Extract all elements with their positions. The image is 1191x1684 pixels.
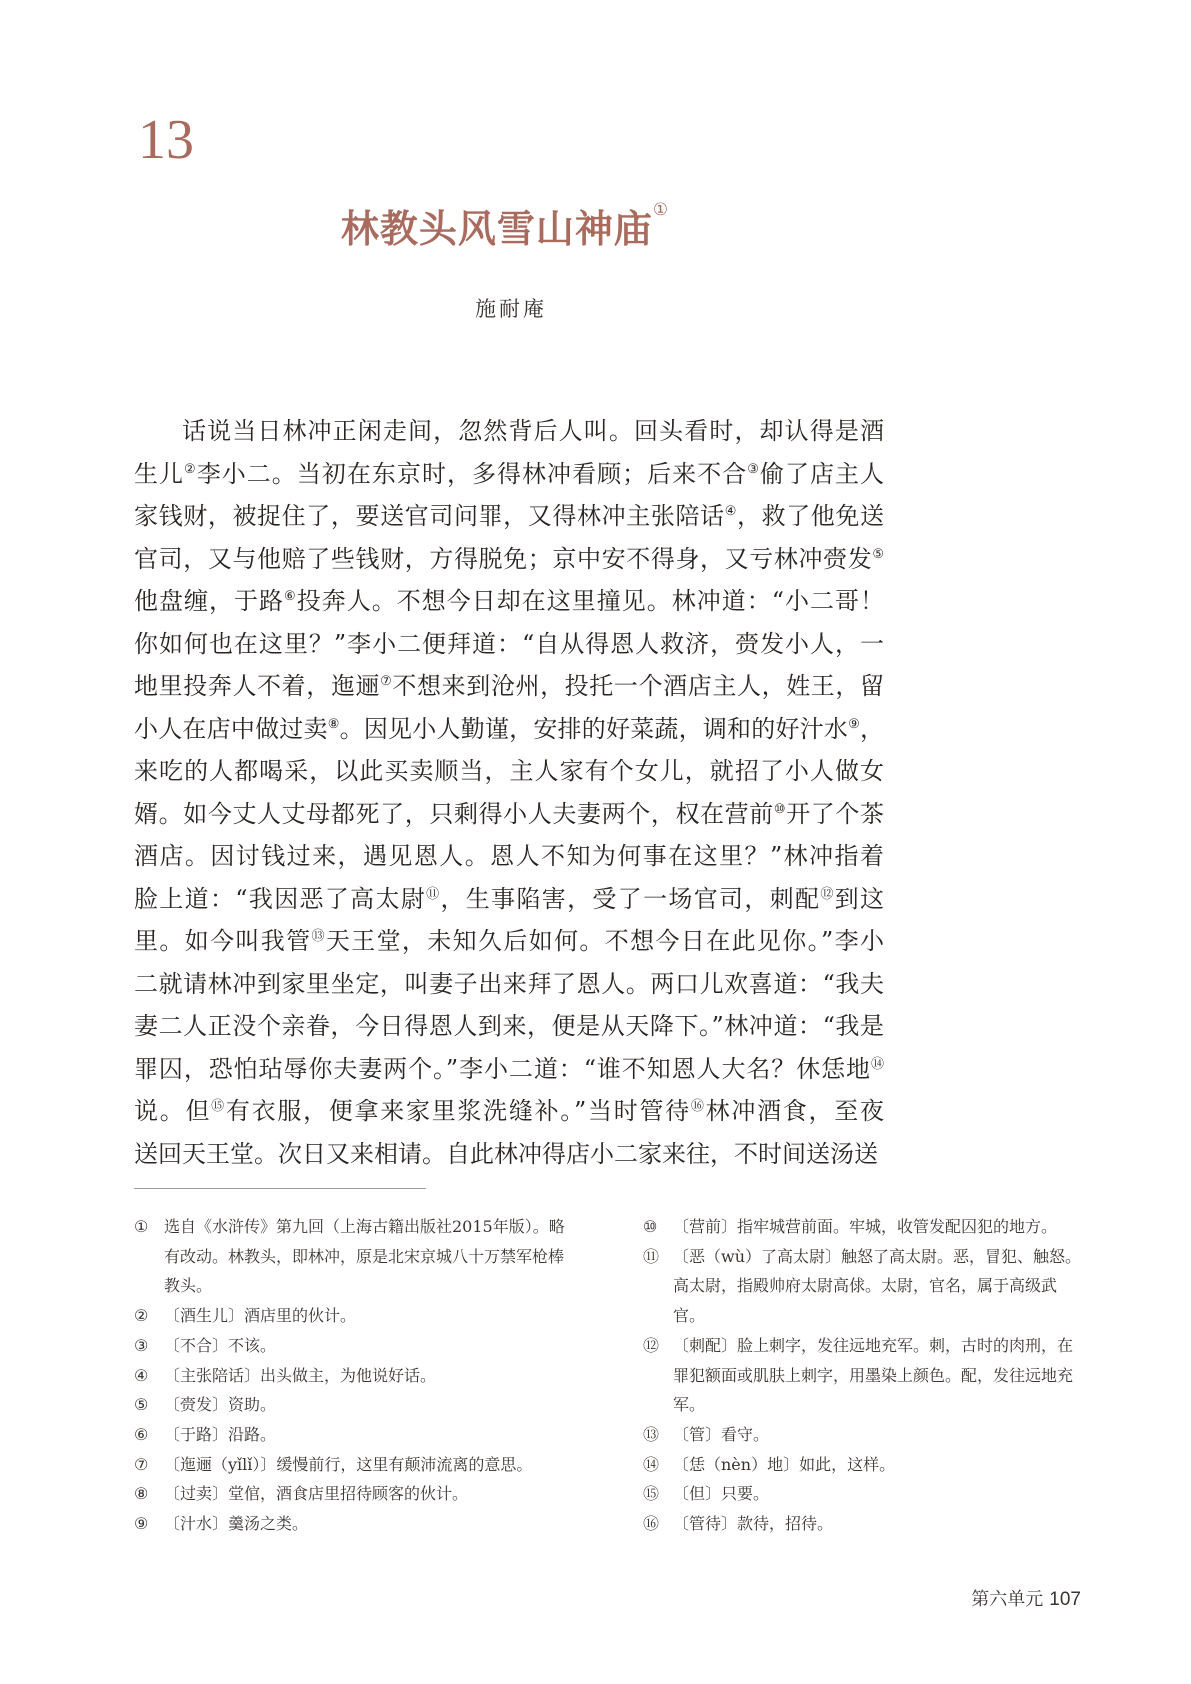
body-text-segment: 林冲酒食，至夜 [705,1097,884,1125]
body-text-segment: 有衣服，便拿来家里浆洗缝补。”当时管待 [225,1097,691,1125]
footnote-text: 〔管待〕款待，招待。 [673,1514,834,1534]
author: 施耐庵 [475,297,547,321]
footnote-item [134,1301,574,1331]
body-text-segment: 里。如今叫我管 [134,927,312,955]
body-line [134,878,884,921]
footnote-text: 〔恁（nèn）地〕如此，这样。 [673,1454,896,1474]
page-title [0,200,1010,252]
body-text-segment: 你如何也在这里？”李小二便拜道：“自从得恩人救济，赍发小人，一 [134,629,884,658]
body-text-segment: 天王堂，未知久后如何。不想今日在此见你。”李小 [325,927,884,955]
body-text-segment: ，生事陷害，受了一场官司，刺配 [440,884,821,913]
body-line [134,750,884,793]
footnote-item [134,1331,574,1361]
footnote-mark: ⑯ [690,1099,706,1114]
lesson-number: 13 [138,109,194,171]
body-text-segment: 话说当日林冲正闲走间，忽然背后人叫。回头看时，却认得是酒 [182,417,884,445]
body-text-segment: 官司，又与他赔了些钱财，方得脱免；京中安不得身，又亏林冲赍发 [134,544,873,573]
title-text: 林教头风雪山神庙 [340,206,653,251]
footnote-divider [134,1188,426,1189]
body-text-segment: 说。但 [134,1097,212,1125]
footnote-number: ③ [134,1335,149,1355]
body-line [134,920,884,963]
footnote-mark: ⑭ [870,1056,884,1072]
body-text-segment: ， [860,714,885,743]
body-line [134,453,884,496]
body-text-segment: 婿。如今丈人丈母都死了，只剩得小人夫妻两个，权在营前 [134,799,774,828]
footnote-mark: ④ [724,504,737,519]
footnote-mark: ③ [747,461,760,477]
footnote-mark: ⑧ [327,716,340,732]
body-line [134,538,884,581]
body-line [134,835,884,878]
footnote-mark: ⑩ [773,801,787,817]
footnote-mark: ⑦ [380,674,393,689]
footnote-number: ⑯ [643,1514,660,1534]
body-text-segment: 小人在店中做过卖 [134,714,328,743]
footnote-text: 〔不合〕不该。 [164,1335,277,1355]
footnote-number: ⑤ [134,1395,149,1415]
footnote-text: 〔主张陪话〕出头做主，为他说好话。 [164,1365,437,1385]
footnote-item [134,1390,574,1420]
body-text-segment: 偷了店主人 [759,459,885,488]
footnote-mark: ⑤ [872,546,884,562]
footnote-mark: ② [184,461,197,477]
footnote-item [643,1450,1083,1480]
body-text-segment: 二就请林冲到家里坐定，叫妻子出来拜了恩人。两口儿欢喜道：“我夫 [134,969,884,998]
body-text-segment: 李小二。当初在东京时，多得林冲看顾；后来不合 [196,459,748,488]
footnote-number: ⑪ [643,1246,660,1266]
body-text-segment: ，救了他免送 [736,502,885,530]
body-line [134,793,884,836]
footnote-item [134,1479,574,1509]
body-text-segment: 地里投奔人不着，迤逦 [134,672,381,700]
body-text-segment: 妻二人正没个亲眷，今日得恩人到来，便是从天降下。”林冲道：“我是 [134,1012,884,1040]
footnote-item [134,1450,574,1480]
footnote-mark: ⑬ [311,929,326,944]
footnotes-left-column [134,1212,574,1539]
footnote-text: 〔刺配〕脸上刺字，发往远地充军。刺，古时的肉刑，在罪犯额面或肌肤上刺字，用墨染上颜色。配，发往远地充军。 [673,1335,1074,1415]
footnote-text: 〔赍发〕资助。 [164,1395,277,1415]
footnote-mark: ⑥ [284,589,297,604]
title-footnote-mark: ① [652,200,670,220]
footnote-text: 〔于路〕沿路。 [164,1424,277,1444]
footnote-text: 〔管〕看守。 [673,1424,770,1444]
footnote-number: ⑫ [643,1335,660,1355]
footnote-number: ⑦ [134,1454,149,1474]
footnote-number: ① [134,1217,149,1236]
footnote-item [643,1331,1083,1420]
footnote-number: ⑩ [643,1217,658,1236]
body-text-segment: 脸上道：“我因恶了高太尉 [134,884,427,913]
footnote-item [134,1361,574,1391]
body-text-segment: 罪囚，恐怕玷辱你夫妻两个。”李小二道：“谁不知恩人大名？休恁地 [134,1054,871,1083]
body-line [134,580,884,623]
footnote-number: ⑬ [643,1424,660,1444]
footnote-mark: ⑪ [426,886,441,902]
footnote-text: 〔酒生儿〕酒店里的伙计。 [164,1306,357,1326]
body-line [134,1005,884,1048]
footnote-item [134,1509,574,1539]
unit-label: 第六单元 [971,1589,1044,1610]
footnote-number: ⑮ [643,1484,660,1504]
body-text-segment: 家钱财，被捉住了，要送官司问罪，又得林冲主张陪话 [134,502,725,530]
footnote-text: 〔但〕只要。 [673,1484,770,1504]
footnote-text: 〔汁水〕羹汤之类。 [164,1514,309,1534]
body-line [134,410,884,453]
footnote-item [643,1420,1083,1450]
body-text-segment: 送回天王堂。次日又来相请。自此林冲得店小二家来往，不时间送汤送 [134,1139,878,1168]
body-line [134,708,884,751]
body-line [134,623,884,666]
footnote-item [643,1242,1083,1331]
footnote-number: ⑨ [134,1514,149,1534]
body-text-segment: 他盘缠，于路 [134,587,285,615]
footnote-mark: ⑨ [848,716,861,732]
footnote-text: 〔过卖〕堂倌，酒食店里招待顾客的伙计。 [164,1484,469,1504]
body-line [134,1048,884,1091]
footnote-item [134,1420,574,1450]
footnote-item [643,1212,1083,1242]
page-footer [971,1585,1081,1611]
body-line [134,495,884,538]
body-text-segment: 生儿 [134,459,185,488]
body-text-segment: 不想来到沧州，投托一个酒店主人，姓王，留 [392,672,885,700]
footnote-item [134,1212,574,1301]
body-line [134,665,884,708]
footnote-number: ⑧ [134,1484,149,1504]
footnote-text: 〔营前〕指牢城营前面。牢城，收管发配囚犯的地方。 [673,1217,1058,1236]
body-text-segment: 开了个茶 [786,799,885,828]
footnotes-right-column [643,1212,1083,1539]
footnote-number: ⑥ [134,1424,149,1444]
footnote-mark: ⑮ [211,1099,226,1114]
body-text [134,410,884,1175]
footnote-item [643,1479,1083,1509]
footnote-number: ② [134,1306,149,1326]
body-text-segment: 酒店。因讨钱过来，遇见恩人。恩人不知为何事在这里？”林冲指着 [134,842,884,870]
footnote-text: 〔迤逦（yǐlǐ）〕缓慢前行，这里有颠沛流离的意思。 [164,1454,533,1474]
body-line [134,1133,884,1176]
page-number: 107 [1049,1589,1081,1610]
footnote-item [643,1509,1083,1539]
body-line [134,1090,884,1133]
body-line [134,963,884,1006]
footnote-number: ④ [134,1365,149,1385]
body-text-segment: 来吃的人都喝采，以此买卖顺当，主人家有个女儿，就招了小人做女 [134,757,884,785]
footnote-number: ⑭ [643,1454,660,1474]
footnote-text: 〔恶（wù）了高太尉〕触怒了高太尉。恶，冒犯、触怒。高太尉，指殿帅府太尉高俅。太尉，官名，属于高级武官。 [673,1246,1082,1326]
body-text-segment: 到这 [834,884,884,913]
body-text-segment: 投奔人。不想今日却在这里撞见。林冲道：“小二哥！ [296,587,885,615]
body-text-segment: 。因见小人勤谨，安排的好菜蔬，调和的好汁水 [339,714,849,743]
footnote-text: 选自《水浒传》第九回（上海古籍出版社2015年版）。略有改动。林教头，即林冲，原是北宋京城八十万禁军枪棒教头。 [164,1217,565,1296]
footnote-mark: ⑫ [820,886,835,902]
